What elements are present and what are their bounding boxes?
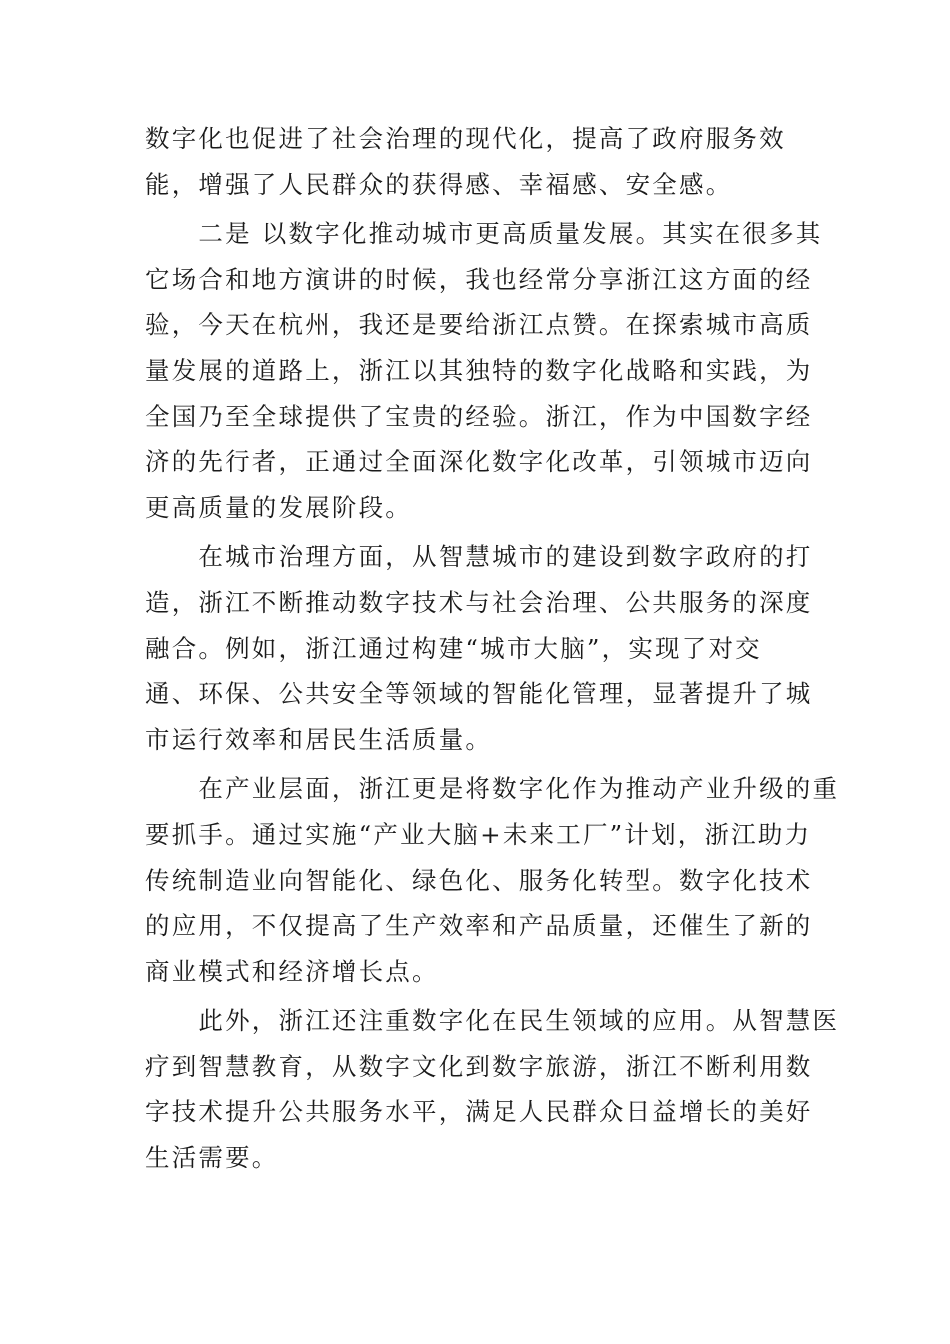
text-line: 二是 以数字化推动城市更高质量发展。其实在很多其: [145, 219, 823, 249]
text-line: 融合。例如，浙江通过构建“城市大脑”，实现了对交: [145, 633, 762, 663]
text-line: 量发展的道路上，浙江以其独特的数字化战略和实践，为: [145, 355, 813, 385]
paragraph-1: [145, 116, 805, 207]
text-line: 传统制造业向智能化、绿色化、服务化转型。数字化技术: [145, 865, 813, 895]
text-line: 造，浙江不断推动数字技术与社会治理、公共服务的深度: [145, 587, 813, 617]
text-line: 能，增强了人民群众的获得感、幸福感、安全感。: [145, 169, 733, 199]
text-line: 疗到智慧教育，从数字文化到数字旅游，浙江不断利用数: [145, 1051, 813, 1081]
paragraph-3: [145, 534, 813, 762]
paragraph-2: [145, 211, 823, 530]
paragraph-4: [145, 766, 840, 994]
text-line: 全国乃至全球提供了宝贵的经验。浙江，作为中国数字经: [145, 401, 813, 431]
text-line: 字技术提升公共服务水平，满足人民群众日益增长的美好: [145, 1097, 813, 1127]
text-line: 在城市治理方面，从智慧城市的建设到数字政府的打: [145, 542, 813, 572]
text-line: 在产业层面，浙江更是将数字化作为推动产业升级的重: [145, 774, 840, 804]
text-line: 数字化也促进了社会治理的现代化，提高了政府服务效: [145, 124, 786, 153]
text-line: 商业模式和经济增长点。: [145, 956, 439, 986]
text-line: 它场合和地方演讲的时候，我也经常分享浙江这方面的经: [145, 264, 813, 294]
text-line: 济的先行者，正通过全面深化数字化改革，引领城市迈向: [145, 447, 813, 477]
paragraph-5: [145, 998, 840, 1180]
document-body: [145, 116, 840, 1181]
text-line: 此外，浙江还注重数字化在民生领域的应用。从智慧医: [145, 1006, 840, 1036]
text-line: 生活需要。: [145, 1143, 279, 1173]
text-line: 要抓手。通过实施“产业大脑+未来工厂”计划，浙江助力: [145, 819, 812, 849]
text-line: 更高质量的发展阶段。: [145, 492, 412, 522]
text-line: 的应用，不仅提高了生产效率和产品质量，还催生了新的: [145, 911, 813, 941]
text-line: 通、环保、公共安全等领域的智能化管理，显著提升了城: [145, 679, 813, 709]
text-line: 市运行效率和居民生活质量。: [145, 724, 493, 754]
text-line: 验，今天在杭州，我还是要给浙江点赞。在探索城市高质: [145, 310, 813, 340]
